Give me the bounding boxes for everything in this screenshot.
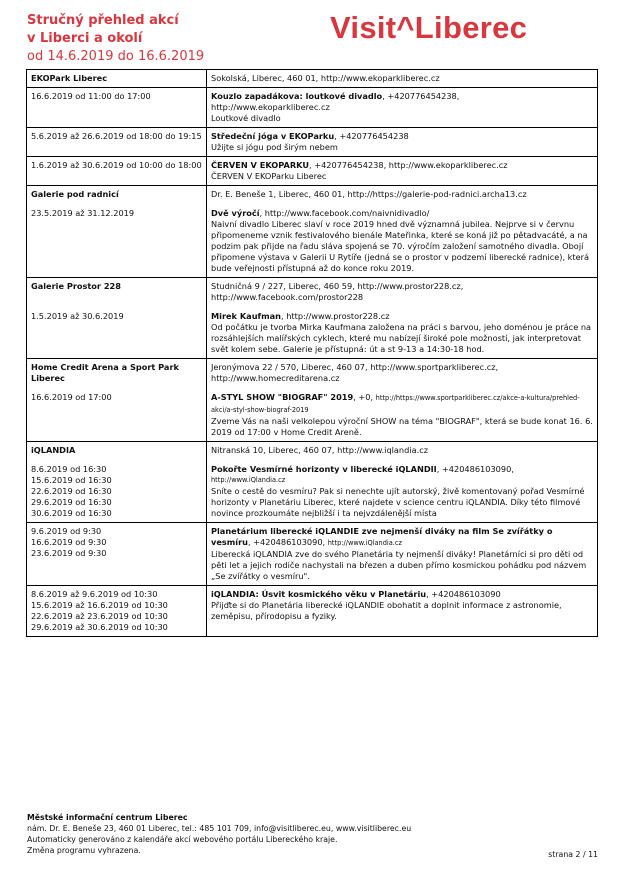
event-date: 1.6.2019 až 30.6.2019 od 10:00 do 18:00 (27, 157, 207, 186)
event-title: Středeční jóga v EKOParku (211, 131, 335, 141)
venue-block-left (27, 442, 207, 523)
event-date: 16.6.2019 od 11:00 do 17:00 (27, 88, 207, 128)
event-info (207, 586, 598, 637)
event-date: 23.5.2019 až 31.12.2019 (31, 208, 135, 218)
event-title: Pokořte Vesmírné horizonty v liberecké iQLANDII (211, 464, 437, 474)
venue-address: Dr. E. Beneše 1, Liberec, 460 01, http://https://galerie-pod-radnici.archa13.cz (211, 189, 527, 199)
venue-name-cell: EKOPark Liberec (27, 70, 207, 88)
venue-name: Home Credit Arena a Sport Park Liberec (31, 362, 179, 383)
venue-row (27, 70, 598, 88)
title-line-1: Stručný přehled akcí (27, 13, 179, 28)
event-title: Planetárium liberecké iQLANDIE zve nejmenší diváky na film Se zvířátky o vesmíru (211, 526, 553, 547)
event-row (27, 128, 598, 157)
event-contact: , http://www.facebook.com/naivnidivadlo/ (259, 208, 430, 218)
event-info (207, 157, 598, 186)
footer-note-changes: Změna programu vyhrazena. (27, 846, 141, 855)
event-title: A-STYL SHOW "BIOGRAF" 2019 (211, 392, 354, 402)
footer-note-generated: Automaticky generováno z kalendáře akcí webového portálu Libereckého kraje. (27, 835, 338, 844)
venue-block-right (207, 278, 598, 359)
footer-org: Městské informační centrum Liberec (27, 813, 188, 822)
footer (27, 812, 599, 856)
venue-address-cell: Sokolská, Liberec, 460 01, http://www.ekoparkliberec.cz (207, 70, 598, 88)
date-range: od 14.6.2019 do 16.6.2019 (27, 49, 205, 64)
event-contact: , +0, (353, 392, 376, 402)
event-date: 5.6.2019 až 26.6.2019 od 18:00 do 19:15 (27, 128, 207, 157)
events-table (26, 69, 598, 637)
event-date: 16.6.2019 od 17:00 (31, 392, 112, 402)
event-description: Zveme Vás na naši velkolepou výroční SHOW na téma "BIOGRAF", která se bude konat 16. 6. 2019 od 17:00 v Home Credit Areně. (211, 416, 593, 437)
venue-name: Galerie Prostor 228 (31, 281, 121, 291)
venue-block-left (27, 278, 207, 359)
venue-address: Jeronýmova 22 / 570, Liberec, 460 07, http://www.sportparkliberec.cz, http://www.homecreditarena.cz (211, 362, 499, 383)
event-title: iQLANDIA: Úsvit kosmického věku v Planetáriu (211, 589, 427, 599)
event-description: Přijďte si do Planetária liberecké iQLANDIE obohatit a doplnit informace z astronomie, zeměpisu, přírodopisu a fyziky. (211, 600, 562, 621)
event-title: Kouzlo zapadákova: loutkové divadlo (211, 91, 383, 101)
venue-name: Galerie pod radnicí (31, 189, 119, 199)
venue-address: Studničná 9 / 227, Liberec, 460 59, http://www.prostor228.cz, http://www.facebook.com/prostor228 (211, 281, 464, 302)
event-description: Od počátku je tvorba Mirka Kaufmana založena na práci s barvou, jeho doménou je práce na rozsáhlejších malířských cyklech, které mu nabízejí široké pole možností, jak interpretovat svět kolem sebe. Galerie je přístupná: út a st 9-13 a 14:30-18 hod. (211, 322, 592, 354)
event-url[interactable]: http://https://www.sportparkliberec.cz/akce-a-kultura/prehled-akci/a-styl-show-biograf-2019 (211, 394, 580, 414)
event-row (27, 88, 598, 128)
event-description: ČERVEN V EKOParku Liberec (211, 171, 327, 181)
event-description: Sníte o cestě do vesmíru? Pak si nenechte ujít autorský, živě komentovaný pořad Vesmírné horizonty v Planetáriu Liberec, které najdete v science centru iQLANDIA. Díky této filmové novince prozkoumáte nejbližší i ta nejvzdálenější místa (211, 486, 585, 518)
event-url[interactable]: http://www.iQlandia.cz (327, 539, 402, 547)
event-title: ČERVEN V EKOPARKU (211, 160, 309, 170)
event-info (207, 523, 598, 586)
event-description: Naivní divadlo Liberec slaví v roce 2019 hned dvě významná jubilea. Nejprve si v červnu připomeneme vznik festivalového bienále Mateřinka, které se koná již po pětadvacáté, a na podzim pak přijde na řadu sláva spojená se 70. výročím založení samotného divadla. Obojí připomene výstava v Galerii U Rytíře (jedná se o prostor v podzemí liberecké radnice), která bude veřejnosti přístupná až do konce roku 2019. (211, 219, 590, 273)
event-description: Liberecká iQLANDIA zve do svého Planetária ty nejmenší diváky! Planetárníci si pro děti od pěti let a jejich rodiče nachystali na březen a duben přímo kosmickou pohádku pod názvem „Se zvířátky o vesmíru". (211, 549, 587, 581)
event-title: Mirek Kaufman (211, 311, 281, 321)
document-title (27, 12, 204, 65)
event-row (27, 157, 598, 186)
event-row (27, 523, 598, 586)
event-contact: , +420776454238, http://www.ekoparkliberec.cz (309, 160, 508, 170)
event-url[interactable]: http://www.ekoparkliberec.cz (211, 102, 330, 112)
event-contact: , +420486103090, (436, 464, 514, 474)
event-dates: 8.6.2019 od 16:30 15.6.2019 od 16:30 22.6.2019 od 16:30 29.6.2019 od 16:30 30.6.2019 od 16:30 (31, 464, 112, 518)
event-date: 1.5.2019 až 30.6.2019 (31, 311, 124, 321)
event-dates: 9.6.2019 od 9:30 16.6.2019 od 9:30 23.6.2019 od 9:30 (27, 523, 207, 586)
title-line-2: v Liberci a okolí (27, 31, 143, 46)
event-description: Užijte si jógu pod širým nebem (211, 142, 338, 152)
venue-block-right (207, 442, 598, 523)
footer-address: nám. Dr. E. Beneše 23, 460 01 Liberec, tel.: 485 101 709, info@visitliberec.eu, www.visitliberec.eu (27, 824, 412, 833)
venue-row (27, 442, 598, 523)
event-dates: 8.6.2019 až 9.6.2019 od 10:30 15.6.2019 až 16.6.2019 od 10:30 22.6.2019 až 23.6.2019 od 10:30 29.6.2019 až 30.6.2019 od 10:30 (27, 586, 207, 637)
event-description: Loutkové divadlo (211, 113, 281, 123)
event-title: Dvě výročí (211, 208, 260, 218)
venue-block-left (27, 186, 207, 278)
event-contact: , +420486103090, (247, 537, 328, 547)
venue-block-right (207, 359, 598, 442)
event-row (27, 586, 598, 637)
venue-address: Nitranská 10, Liberec, 460 07, http://www.iqlandia.cz (211, 445, 429, 455)
visit-liberec-logo: Visit^Liberec (330, 10, 528, 45)
event-contact: , +420776454238 (334, 131, 409, 141)
venue-row (27, 186, 598, 278)
venue-name: iQLANDIA (31, 445, 76, 455)
event-info (207, 88, 598, 128)
event-contact: , +420776454238, (382, 91, 460, 101)
page-number: strana 2 / 11 (548, 850, 598, 859)
venue-block-right (207, 186, 598, 278)
event-info (207, 128, 598, 157)
venue-block-left (27, 359, 207, 442)
event-url[interactable]: http://www.iQlandia.cz (211, 476, 286, 484)
event-contact: , +420486103090 (426, 589, 501, 599)
venue-row (27, 278, 598, 359)
venue-row (27, 359, 598, 442)
event-contact: , http://www.prostor228.cz (281, 311, 390, 321)
